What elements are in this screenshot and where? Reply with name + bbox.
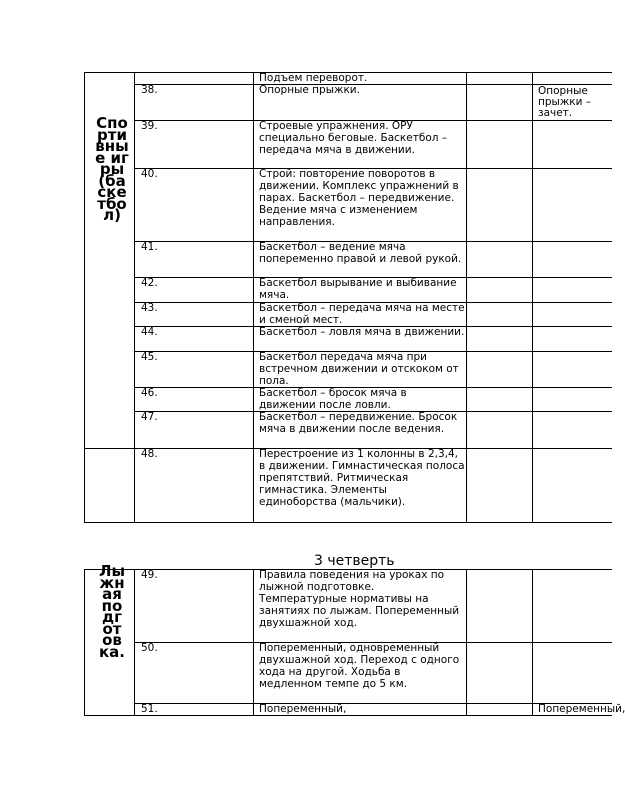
lesson-number: 46. <box>141 387 158 399</box>
lesson-number: 38. <box>141 84 158 96</box>
lesson-number: 39. <box>141 120 158 132</box>
lesson-topic: Баскетбол – ведение мяча попеременно правой и левой рукой. <box>259 241 462 265</box>
lesson-topic: Подъем переворот. <box>259 72 368 84</box>
column-divider <box>134 72 135 522</box>
section-title-sports-games: Спортивные игры (баскетбол) <box>95 114 129 224</box>
lesson-topic: Опорные прыжки. <box>259 84 360 96</box>
lesson-topic: Баскетбол – бросок мяча в движении после ловли. <box>259 387 407 411</box>
lesson-number: 44. <box>141 326 158 338</box>
column-divider <box>134 569 135 716</box>
lesson-topic: Баскетбол – передача мяча на месте и сменой мест. <box>259 302 465 326</box>
column-divider <box>466 569 467 716</box>
column-divider <box>466 72 467 522</box>
lesson-number: 42. <box>141 277 158 289</box>
column-divider <box>84 569 85 716</box>
lesson-number: 49. <box>141 569 158 581</box>
lesson-topic: Попеременный, одновременный двухшажной ход. Переход с одного хода на другой. Ходьба в медленном темпе до 5 км. <box>259 642 460 690</box>
lesson-topic: Перестроение из 1 колонны в 2,3,4, в движении. Гимнастическая полоса препятствий. Ритмическая гимнастика. Элементы единоборства (мальчики). <box>259 448 465 508</box>
lesson-number: 45. <box>141 351 158 363</box>
lesson-number: 47. <box>141 411 158 423</box>
row-divider <box>84 522 612 523</box>
lesson-note: Попеременный, <box>538 703 625 715</box>
lesson-topic: Правила поведения на уроках по лыжной подготовке. Температурные нормативы на занятиях по лыжам. Попеременный двухшажной ход. <box>259 569 460 629</box>
lesson-topic: Попеременный, <box>259 703 347 715</box>
lesson-topic: Баскетбол вырывание и выбивание мяча. <box>259 277 457 301</box>
column-divider <box>532 569 533 716</box>
column-divider <box>253 72 254 522</box>
column-divider <box>253 569 254 716</box>
column-divider <box>84 72 85 522</box>
lesson-number: 43. <box>141 302 158 314</box>
lesson-topic: Баскетбол – передвижение. Бросок мяча в движении после ведения. <box>259 411 458 435</box>
column-divider <box>532 72 533 522</box>
lesson-number: 51. <box>141 703 158 715</box>
lesson-number: 41. <box>141 241 158 253</box>
lesson-note: Опорные прыжки – зачет. <box>538 85 592 119</box>
lesson-topic: Строй: повторение поворотов в движении. Комплекс упражнений в парах. Баскетбол – передвижение. Ведение мяча с изменением направления. <box>259 168 459 228</box>
lesson-topic: Баскетбол передача мяча при встречном движении и отскоком от пола. <box>259 351 459 387</box>
lesson-number: 50. <box>141 642 158 654</box>
section-title-ski-training: Лыжная подготовка. <box>98 562 126 661</box>
lesson-number: 40. <box>141 168 158 180</box>
lesson-topic: Баскетбол – ловля мяча в движении. <box>259 326 465 338</box>
lesson-topic: Строевые упражнения. ОРУ специально беговые. Баскетбол – передача мяча в движении. <box>259 120 448 156</box>
lesson-number: 48. <box>141 448 158 460</box>
quarter-heading: 3 четверть <box>314 553 395 569</box>
